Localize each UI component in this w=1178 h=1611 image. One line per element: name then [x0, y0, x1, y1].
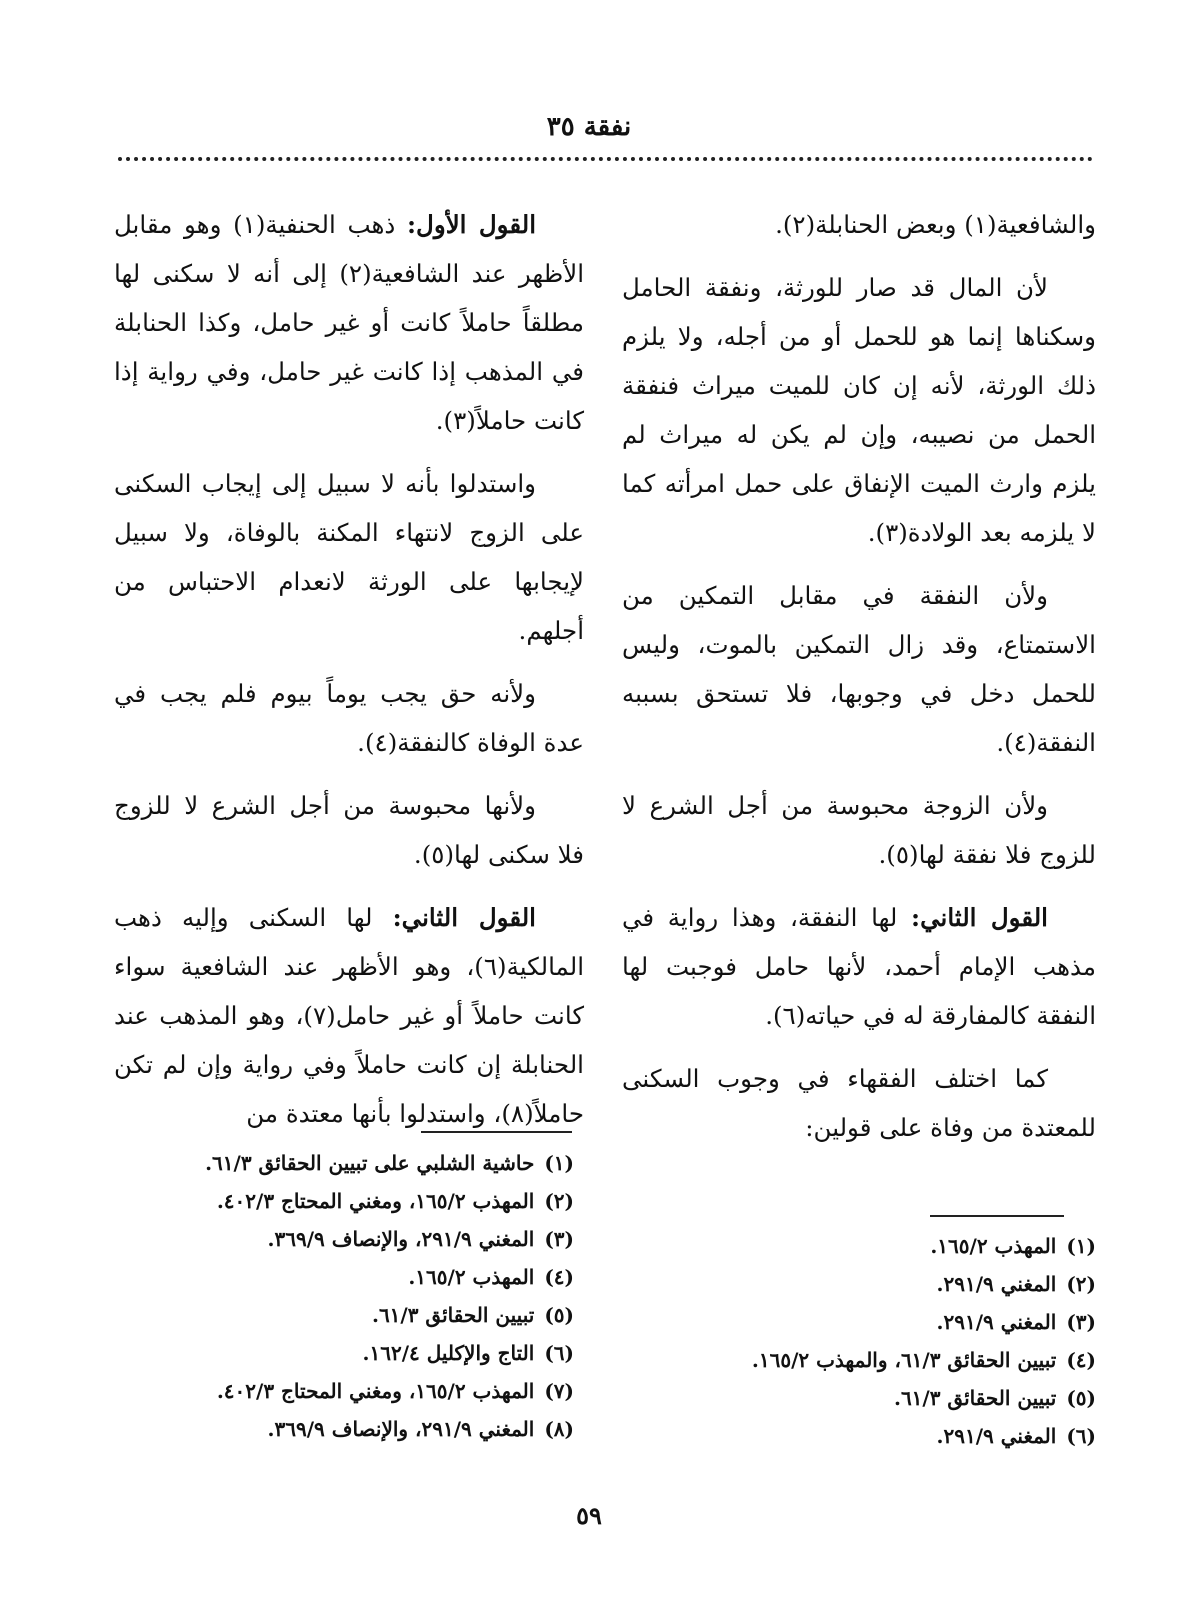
footnote-text: تبيين الحقائق ٦١/٣. — [371, 1303, 535, 1327]
footnote-text: المهذب ١٦٥/٢، ومغني المحتاج ٤٠٢/٣. — [216, 1379, 535, 1403]
left-paragraph-5 — [114, 893, 584, 1138]
footnote-item — [114, 1296, 574, 1334]
footnote-number: (٤) — [1066, 1348, 1096, 1372]
footnote-number: (٣) — [544, 1227, 574, 1251]
footnote-text: المغني ٢٩١/٩. — [936, 1272, 1057, 1296]
footnote-text: التاج والإكليل ١٦٢/٤. — [362, 1341, 535, 1365]
footnote-item — [114, 1258, 574, 1296]
footnote-text: المغني ٢٩١/٩، والإنصاف ٣٦٩/٩. — [267, 1417, 535, 1441]
right-paragraph-2-text: لأن المال قد صار للورثة، ونفقة الحامل وسكناها إنما هو للحمل أو من أجله، ولا يلزم ذلك الورثة، لأنه إن كان للميت ميراث فنفقة الحمل من نصيبه، وإن لم يكن له ميراث لم يلزم وارث الميت الإنفاق على حمل امرأته كما لا يلزمه بعد الولادة(٣). — [622, 273, 1096, 547]
footnote-item — [114, 1372, 574, 1410]
footnote-item — [114, 1410, 574, 1448]
footnote-text: المهذب ١٦٥/٢، ومغني المحتاج ٤٠٢/٣. — [216, 1189, 535, 1213]
footnote-item — [114, 1144, 574, 1182]
footnote-number: (٦) — [544, 1341, 574, 1365]
left-paragraph-5-lead: القول الثاني: — [392, 903, 536, 932]
footnote-number: (٦) — [1066, 1424, 1096, 1448]
footnote-item — [630, 1341, 1096, 1379]
left-footnote-divider — [421, 1131, 572, 1133]
right-paragraph-4 — [622, 781, 1096, 879]
right-column — [622, 200, 1096, 1166]
left-paragraph-1-text: ذهب الحنفية(١) وهو مقابل الأظهر عند الشافعية(٢) إلى أنه لا سكنى لها مطلقاً حاملاً كانت أو غير حامل، وكذا الحنابلة في المذهب إذا كانت غير حامل، وفي رواية إذا كانت حاملاً(٣). — [114, 210, 584, 435]
right-paragraph-5-text: لها النفقة، وهذا رواية في مذهب الإمام أحمد، لأنها حامل فوجبت لها النفقة كالمفارقة له في حياته(٦). — [622, 903, 1096, 1030]
footnote-number: (٥) — [1066, 1386, 1096, 1410]
right-footnote-divider — [930, 1215, 1064, 1217]
left-column — [114, 200, 584, 1152]
left-paragraph-3-text: ولأنه حق يجب يوماً بيوم فلم يجب في عدة الوفاة كالنفقة(٤). — [114, 679, 584, 757]
right-paragraph-6 — [622, 1054, 1096, 1152]
footnote-item — [114, 1334, 574, 1372]
right-footnotes — [630, 1227, 1096, 1455]
footnote-number: (٢) — [544, 1189, 574, 1213]
left-paragraph-3 — [114, 669, 584, 767]
footnote-number: (٣) — [1066, 1310, 1096, 1334]
footnote-item — [630, 1417, 1096, 1455]
footnote-text: المغني ٢٩١/٩، والإنصاف ٣٦٩/٩. — [267, 1227, 535, 1251]
left-paragraph-5-text: لها السكنى وإليه ذهب المالكية(٦)، وهو الأظهر عند الشافعية سواء كانت حاملاً أو غير حامل(٧)، وهو المذهب عند الحنابلة إن كانت حاملاً وفي رواية وإن لم تكن حاملاً(٨)، واستدلوا بأنها معتدة من — [114, 903, 584, 1128]
left-paragraph-2 — [114, 459, 584, 655]
right-paragraph-6-text: كما اختلف الفقهاء في وجوب السكنى للمعتدة من وفاة على قولين: — [622, 1064, 1096, 1142]
footnote-number: (٧) — [544, 1379, 574, 1403]
left-paragraph-1 — [114, 200, 584, 445]
right-paragraph-3 — [622, 571, 1096, 767]
right-paragraph-5-lead: القول الثاني: — [911, 903, 1048, 932]
footnote-text: المهذب ١٦٥/٢. — [408, 1265, 535, 1289]
footnote-item — [114, 1220, 574, 1258]
left-paragraph-2-text: واستدلوا بأنه لا سبيل إلى إيجاب السكنى على الزوج لانتهاء المكنة بالوفاة، ولا سبيل لإيجابها على الورثة لانعدام الاحتباس من أجلهم. — [114, 469, 584, 645]
left-footnotes — [114, 1144, 574, 1448]
right-paragraph-1 — [622, 200, 1096, 249]
right-paragraph-5 — [622, 893, 1096, 1040]
footnote-text: المغني ٢٩١/٩. — [936, 1310, 1057, 1334]
footnote-number: (٢) — [1066, 1272, 1096, 1296]
left-paragraph-4-text: ولأنها محبوسة من أجل الشرع لا للزوج فلا سكنى لها(٥). — [114, 791, 584, 869]
left-paragraph-1-lead: القول الأول: — [407, 210, 536, 239]
footnote-number: (٨) — [544, 1417, 574, 1441]
footnote-item — [630, 1303, 1096, 1341]
right-paragraph-4-text: ولأن الزوجة محبوسة من أجل الشرع لا للزوج فلا نفقة لها(٥). — [622, 791, 1096, 869]
footnote-item — [114, 1182, 574, 1220]
right-paragraph-3-text: ولأن النفقة في مقابل التمكين من الاستمتاع، وقد زال التمكين بالموت، وليس للحمل دخل في وجوبها، فلا تستحق بسببه النفقة(٤). — [622, 581, 1096, 757]
footnote-item — [630, 1379, 1096, 1417]
footnote-number: (١) — [544, 1151, 574, 1175]
footnote-number: (٤) — [544, 1265, 574, 1289]
footnote-number: (٥) — [544, 1303, 574, 1327]
footnote-text: المغني ٢٩١/٩. — [936, 1424, 1057, 1448]
footnote-text: تبيين الحقائق ٦١/٣. — [893, 1386, 1057, 1410]
right-paragraph-1-text: والشافعية(١) وبعض الحنابلة(٢). — [775, 210, 1096, 239]
footnote-text: تبيين الحقائق ٦١/٣، والمهذب ١٦٥/٢. — [751, 1348, 1057, 1372]
header-dotted-rule — [118, 157, 1093, 161]
footnote-number: (١) — [1066, 1234, 1096, 1258]
right-paragraph-2 — [622, 263, 1096, 557]
footnote-item — [630, 1227, 1096, 1265]
left-paragraph-4 — [114, 781, 584, 879]
footnote-text: المهذب ١٦٥/٢. — [930, 1234, 1057, 1258]
page-number: ٥٩ — [576, 1501, 602, 1530]
footnote-text: حاشية الشلبي على تبيين الحقائق ٦١/٣. — [205, 1151, 535, 1175]
footnote-item — [630, 1265, 1096, 1303]
page-header-title: نفقة ٣٥ — [546, 112, 632, 142]
